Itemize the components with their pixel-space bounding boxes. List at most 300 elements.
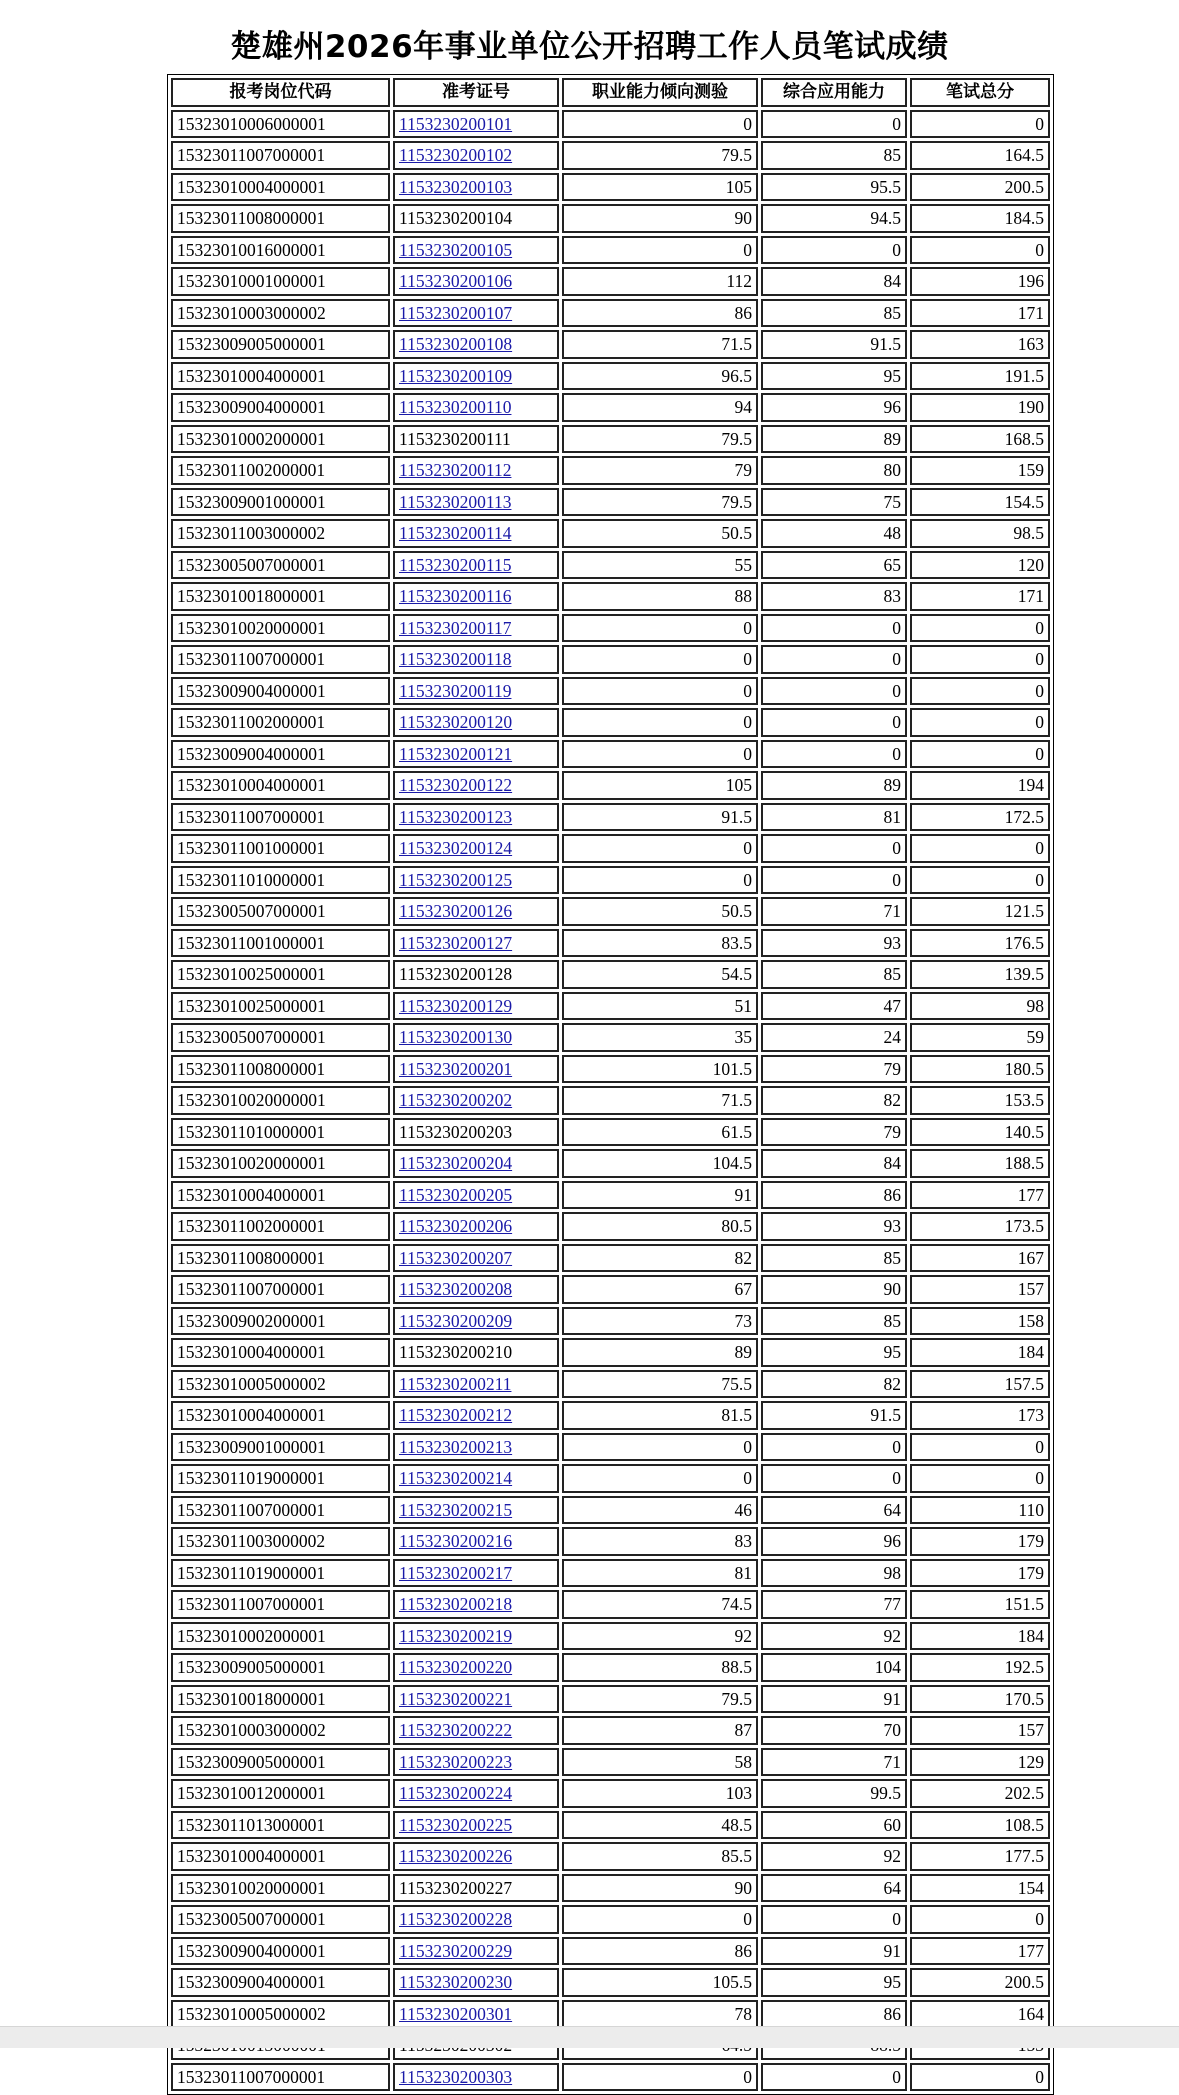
position-code-cell: 15323010004000001	[171, 1401, 390, 1430]
applied-score-cell: 0	[761, 236, 907, 265]
position-code-cell: 15323011019000001	[171, 1464, 390, 1493]
exam-number-link[interactable]: 1153230200106	[399, 271, 513, 292]
browser-bottom-bar	[0, 2026, 1179, 2048]
position-code-cell: 15323011007000001	[171, 2063, 390, 2092]
exam-number-link[interactable]: 1153230200113	[399, 491, 512, 512]
aptitude-score-cell: 50.5	[562, 897, 758, 926]
exam-number-link[interactable]: 1153230200216	[399, 1531, 513, 1552]
position-code-cell: 15323010006000001	[171, 110, 390, 139]
exam-number-link[interactable]: 1153230200224	[399, 1783, 513, 1804]
applied-score-cell: 0	[761, 677, 907, 706]
position-code-cell: 15323010002000001	[171, 1622, 390, 1651]
exam-number-cell	[393, 236, 559, 265]
exam-number-link[interactable]: 1153230200225	[399, 1814, 513, 1835]
exam-number-link[interactable]: 1153230200207	[399, 1247, 513, 1268]
total-score-cell: 98.5	[910, 519, 1050, 548]
exam-number-cell	[393, 110, 559, 139]
table-row	[171, 1905, 1050, 1934]
position-code-cell: 15323009004000001	[171, 677, 390, 706]
total-score-cell: 140.5	[910, 1118, 1050, 1147]
exam-number-link[interactable]: 1153230200301	[399, 2003, 513, 2024]
exam-number-link[interactable]: 1153230200212	[399, 1405, 513, 1426]
exam-number-link[interactable]: 1153230200211	[399, 1373, 512, 1394]
exam-number-link[interactable]: 1153230200126	[399, 901, 513, 922]
total-score-cell: 184.5	[910, 204, 1050, 233]
position-code-cell: 15323011007000001	[171, 645, 390, 674]
applied-score-cell: 95	[761, 1968, 907, 1997]
position-code-cell: 15323011003000002	[171, 519, 390, 548]
applied-score-cell: 60	[761, 1811, 907, 1840]
total-score-cell: 191.5	[910, 362, 1050, 391]
exam-number-link[interactable]: 1153230200107	[399, 302, 513, 323]
total-score-cell: 0	[910, 236, 1050, 265]
applied-score-cell: 86	[761, 2000, 907, 2029]
applied-score-cell: 0	[761, 645, 907, 674]
position-code-cell: 15323010003000002	[171, 1716, 390, 1745]
position-code-cell: 15323011007000001	[171, 141, 390, 170]
exam-number-link[interactable]: 1153230200110	[399, 397, 512, 418]
total-score-cell: 200.5	[910, 1968, 1050, 1997]
exam-number-cell	[393, 1779, 559, 1808]
exam-number-link[interactable]: 1153230200115	[399, 554, 512, 575]
aptitude-score-cell: 83.5	[562, 929, 758, 958]
table-row	[171, 1307, 1050, 1336]
position-code-cell: 15323010005000002	[171, 2000, 390, 2029]
header-position-code: 报考岗位代码	[171, 78, 390, 107]
exam-number-link[interactable]: 1153230200108	[399, 334, 513, 355]
total-score-cell: 98	[910, 992, 1050, 1021]
aptitude-score-cell: 0	[562, 834, 758, 863]
aptitude-score-cell: 83	[562, 1527, 758, 1556]
total-score-cell: 180.5	[910, 1055, 1050, 1084]
table-row	[171, 362, 1050, 391]
table-row	[171, 1370, 1050, 1399]
applied-score-cell: 79	[761, 1118, 907, 1147]
exam-number-link[interactable]: 1153230200208	[399, 1279, 513, 1300]
total-score-cell: 163	[910, 330, 1050, 359]
total-score-cell: 151.5	[910, 1590, 1050, 1619]
applied-score-cell: 71	[761, 1748, 907, 1777]
position-code-cell: 15323010004000001	[171, 1181, 390, 1210]
total-score-cell: 59	[910, 1023, 1050, 1052]
exam-number-link[interactable]: 1153230200219	[399, 1625, 513, 1646]
position-code-cell: 15323011010000001	[171, 1118, 390, 1147]
aptitude-score-cell: 71.5	[562, 1086, 758, 1115]
exam-number-cell: 1153230200227	[393, 1874, 559, 1903]
table-row	[171, 1118, 1050, 1147]
total-score-cell: 171	[910, 299, 1050, 328]
aptitude-score-cell: 105.5	[562, 1968, 758, 1997]
total-score-cell: 110	[910, 1496, 1050, 1525]
exam-number-cell	[393, 1811, 559, 1840]
applied-score-cell: 85	[761, 960, 907, 989]
exam-number-cell	[393, 330, 559, 359]
applied-score-cell: 77	[761, 1590, 907, 1619]
table-row	[171, 1338, 1050, 1367]
table-row	[171, 1559, 1050, 1588]
applied-score-cell: 91	[761, 1685, 907, 1714]
table-row	[171, 1023, 1050, 1052]
exam-number-cell	[393, 645, 559, 674]
exam-number-cell	[393, 1716, 559, 1745]
applied-score-cell: 94.5	[761, 204, 907, 233]
exam-number-link[interactable]: 1153230200127	[399, 932, 513, 953]
table-row	[171, 1055, 1050, 1084]
aptitude-score-cell: 0	[562, 740, 758, 769]
total-score-cell: 173	[910, 1401, 1050, 1430]
exam-number-cell	[393, 1527, 559, 1556]
exam-number-cell	[393, 1244, 559, 1273]
aptitude-score-cell: 0	[562, 1433, 758, 1462]
table-row	[171, 708, 1050, 737]
exam-number-link[interactable]: 1153230200119	[399, 680, 512, 701]
exam-number-link[interactable]: 1153230200217	[399, 1562, 513, 1583]
total-score-cell: 0	[910, 866, 1050, 895]
exam-number-link[interactable]: 1153230200213	[399, 1436, 513, 1457]
position-code-cell: 15323010004000001	[171, 1842, 390, 1871]
exam-number-link[interactable]: 1153230200125	[399, 869, 513, 890]
applied-score-cell: 0	[761, 110, 907, 139]
exam-number-cell	[393, 582, 559, 611]
total-score-cell: 0	[910, 645, 1050, 674]
aptitude-score-cell: 67	[562, 1275, 758, 1304]
aptitude-score-cell: 0	[562, 645, 758, 674]
total-score-cell: 164	[910, 2000, 1050, 2029]
total-score-cell: 190	[910, 393, 1050, 422]
exam-number-cell	[393, 1307, 559, 1336]
applied-score-cell: 95	[761, 1338, 907, 1367]
position-code-cell: 15323005007000001	[171, 1905, 390, 1934]
exam-number-cell	[393, 1464, 559, 1493]
applied-score-cell: 92	[761, 1622, 907, 1651]
exam-number-link[interactable]: 1153230200202	[399, 1090, 513, 1111]
position-code-cell: 15323009004000001	[171, 1937, 390, 1966]
total-score-cell: 0	[910, 1464, 1050, 1493]
exam-number-cell	[393, 1433, 559, 1462]
header-applied-ability: 综合应用能力	[761, 78, 907, 107]
position-code-cell: 15323009004000001	[171, 740, 390, 769]
exam-number-link[interactable]: 1153230200303	[399, 2066, 513, 2087]
exam-number-link[interactable]: 1153230200120	[399, 712, 513, 733]
exam-number-link[interactable]: 1153230200218	[399, 1594, 513, 1615]
position-code-cell: 15323010004000001	[171, 362, 390, 391]
table-row	[171, 1937, 1050, 1966]
applied-score-cell: 64	[761, 1496, 907, 1525]
applied-score-cell: 95.5	[761, 173, 907, 202]
applied-score-cell: 91.5	[761, 330, 907, 359]
total-score-cell: 108.5	[910, 1811, 1050, 1840]
exam-number-link[interactable]: 1153230200101	[399, 113, 513, 134]
position-code-cell: 15323011002000001	[171, 1212, 390, 1241]
table-row	[171, 488, 1050, 517]
exam-number-link[interactable]: 1153230200230	[399, 1972, 513, 1993]
exam-number-link[interactable]: 1153230200209	[399, 1310, 513, 1331]
table-row	[171, 866, 1050, 895]
aptitude-score-cell: 0	[562, 1464, 758, 1493]
table-row	[171, 771, 1050, 800]
page-title: 楚雄州2026年事业单位公开招聘工作人员笔试成绩	[230, 29, 949, 65]
total-score-cell: 153.5	[910, 1086, 1050, 1115]
exam-number-cell	[393, 1590, 559, 1619]
exam-number-cell	[393, 1055, 559, 1084]
exam-number-cell	[393, 866, 559, 895]
table-row	[171, 582, 1050, 611]
applied-score-cell: 0	[761, 1905, 907, 1934]
exam-number-link[interactable]: 1153230200123	[399, 806, 513, 827]
aptitude-score-cell: 105	[562, 771, 758, 800]
table-row	[171, 1716, 1050, 1745]
exam-number-link[interactable]: 1153230200102	[399, 145, 513, 166]
applied-score-cell: 91.5	[761, 1401, 907, 1430]
aptitude-score-cell: 81	[562, 1559, 758, 1588]
table-row	[171, 1685, 1050, 1714]
exam-number-link[interactable]: 1153230200206	[399, 1216, 513, 1237]
aptitude-score-cell: 73	[562, 1307, 758, 1336]
aptitude-score-cell: 82	[562, 1244, 758, 1273]
exam-number-link[interactable]: 1153230200130	[399, 1027, 513, 1048]
exam-number-cell	[393, 1905, 559, 1934]
position-code-cell: 15323010025000001	[171, 992, 390, 1021]
exam-number-link[interactable]: 1153230200114	[399, 523, 512, 544]
table-row	[171, 204, 1050, 233]
table-row	[171, 1842, 1050, 1871]
applied-score-cell: 24	[761, 1023, 907, 1052]
exam-number-link[interactable]: 1153230200215	[399, 1499, 513, 1520]
total-score-cell: 194	[910, 771, 1050, 800]
position-code-cell: 15323011008000001	[171, 1055, 390, 1084]
applied-score-cell: 99.5	[761, 1779, 907, 1808]
aptitude-score-cell: 46	[562, 1496, 758, 1525]
total-score-cell: 179	[910, 1527, 1050, 1556]
table-row	[171, 897, 1050, 926]
applied-score-cell: 70	[761, 1716, 907, 1745]
table-row	[171, 1527, 1050, 1556]
applied-score-cell: 83	[761, 582, 907, 611]
applied-score-cell: 0	[761, 708, 907, 737]
aptitude-score-cell: 105	[562, 173, 758, 202]
exam-number-link[interactable]: 1153230200118	[399, 649, 512, 670]
applied-score-cell: 104	[761, 1653, 907, 1682]
position-code-cell: 15323005007000001	[171, 897, 390, 926]
exam-number-link[interactable]: 1153230200103	[399, 176, 513, 197]
position-code-cell: 15323005007000001	[171, 551, 390, 580]
position-code-cell: 15323011002000001	[171, 456, 390, 485]
exam-number-cell	[393, 141, 559, 170]
position-code-cell: 15323009001000001	[171, 488, 390, 517]
table-row	[171, 992, 1050, 1021]
applied-score-cell: 90	[761, 1275, 907, 1304]
table-row	[171, 677, 1050, 706]
exam-number-link[interactable]: 1153230200220	[399, 1657, 513, 1678]
total-score-cell: 129	[910, 1748, 1050, 1777]
table-row	[171, 110, 1050, 139]
exam-number-cell	[393, 1275, 559, 1304]
total-score-cell: 202.5	[910, 1779, 1050, 1808]
total-score-cell: 184	[910, 1622, 1050, 1651]
table-row	[171, 267, 1050, 296]
applied-score-cell: 48	[761, 519, 907, 548]
table-row	[171, 1244, 1050, 1273]
total-score-cell: 177.5	[910, 1842, 1050, 1871]
aptitude-score-cell: 79.5	[562, 141, 758, 170]
position-code-cell: 15323010005000002	[171, 1370, 390, 1399]
exam-number-cell	[393, 834, 559, 863]
position-code-cell: 15323011007000001	[171, 1496, 390, 1525]
table-row	[171, 1748, 1050, 1777]
aptitude-score-cell: 94	[562, 393, 758, 422]
applied-score-cell: 0	[761, 740, 907, 769]
table-row	[171, 1149, 1050, 1178]
exam-number-cell	[393, 267, 559, 296]
exam-number-cell	[393, 1842, 559, 1871]
exam-number-link[interactable]: 1153230200204	[399, 1153, 513, 1174]
aptitude-score-cell: 75.5	[562, 1370, 758, 1399]
aptitude-score-cell: 86	[562, 299, 758, 328]
position-code-cell: 15323010003000002	[171, 299, 390, 328]
total-score-cell: 121.5	[910, 897, 1050, 926]
position-code-cell: 15323011008000001	[171, 1244, 390, 1273]
exam-number-cell	[393, 2000, 559, 2029]
exam-number-cell	[393, 362, 559, 391]
total-score-cell: 170.5	[910, 1685, 1050, 1714]
aptitude-score-cell: 54.5	[562, 960, 758, 989]
position-code-cell: 15323011002000001	[171, 708, 390, 737]
position-code-cell: 15323011001000001	[171, 834, 390, 863]
position-code-cell: 15323009005000001	[171, 330, 390, 359]
exam-number-cell: 1153230200104	[393, 204, 559, 233]
scores-table	[167, 74, 1054, 2095]
table-row	[171, 456, 1050, 485]
table-row	[171, 173, 1050, 202]
position-code-cell: 15323005007000001	[171, 1023, 390, 1052]
table-row	[171, 1811, 1050, 1840]
aptitude-score-cell: 88	[562, 582, 758, 611]
total-score-cell: 171	[910, 582, 1050, 611]
total-score-cell: 0	[910, 740, 1050, 769]
position-code-cell: 15323009001000001	[171, 1433, 390, 1462]
total-score-cell: 0	[910, 1905, 1050, 1934]
aptitude-score-cell: 50.5	[562, 519, 758, 548]
exam-number-link[interactable]: 1153230200223	[399, 1751, 513, 1772]
aptitude-score-cell: 79	[562, 456, 758, 485]
aptitude-score-cell: 92	[562, 1622, 758, 1651]
applied-score-cell: 81	[761, 803, 907, 832]
applied-score-cell: 80	[761, 456, 907, 485]
applied-score-cell: 0	[761, 2063, 907, 2092]
exam-number-cell: 1153230200111	[393, 425, 559, 454]
total-score-cell: 168.5	[910, 425, 1050, 454]
aptitude-score-cell: 74.5	[562, 1590, 758, 1619]
total-score-cell: 0	[910, 677, 1050, 706]
exam-number-link[interactable]: 1153230200201	[399, 1058, 513, 1079]
table-row	[171, 2063, 1050, 2092]
exam-number-cell	[393, 2063, 559, 2092]
exam-number-link[interactable]: 1153230200117	[399, 617, 512, 638]
table-row	[171, 1968, 1050, 1997]
exam-number-link[interactable]: 1153230200122	[399, 775, 513, 796]
applied-score-cell: 84	[761, 1149, 907, 1178]
exam-number-link[interactable]: 1153230200121	[399, 743, 513, 764]
applied-score-cell: 0	[761, 614, 907, 643]
total-score-cell: 173.5	[910, 1212, 1050, 1241]
aptitude-score-cell: 0	[562, 2063, 758, 2092]
applied-score-cell: 85	[761, 1244, 907, 1273]
applied-score-cell: 75	[761, 488, 907, 517]
aptitude-score-cell: 35	[562, 1023, 758, 1052]
exam-number-link[interactable]: 1153230200205	[399, 1184, 513, 1205]
exam-number-link[interactable]: 1153230200129	[399, 995, 513, 1016]
aptitude-score-cell: 48.5	[562, 1811, 758, 1840]
exam-number-link[interactable]: 1153230200221	[399, 1688, 513, 1709]
applied-score-cell: 82	[761, 1086, 907, 1115]
exam-number-cell	[393, 771, 559, 800]
position-code-cell: 15323010004000001	[171, 1338, 390, 1367]
table-row	[171, 645, 1050, 674]
aptitude-score-cell: 71.5	[562, 330, 758, 359]
exam-number-link[interactable]: 1153230200124	[399, 838, 513, 859]
applied-score-cell: 85	[761, 1307, 907, 1336]
exam-number-link[interactable]: 1153230200228	[399, 1909, 513, 1930]
exam-number-cell	[393, 1370, 559, 1399]
position-code-cell: 15323011019000001	[171, 1559, 390, 1588]
exam-number-cell	[393, 1181, 559, 1210]
exam-number-link[interactable]: 1153230200222	[399, 1720, 513, 1741]
total-score-cell: 200.5	[910, 173, 1050, 202]
table-row	[171, 1086, 1050, 1115]
applied-score-cell: 85	[761, 299, 907, 328]
exam-number-link[interactable]: 1153230200229	[399, 1940, 513, 1961]
applied-score-cell: 91	[761, 1937, 907, 1966]
total-score-cell: 159	[910, 456, 1050, 485]
position-code-cell: 15323011007000001	[171, 803, 390, 832]
position-code-cell: 15323011007000001	[171, 1590, 390, 1619]
aptitude-score-cell: 89	[562, 1338, 758, 1367]
applied-score-cell: 89	[761, 771, 907, 800]
exam-number-link[interactable]: 1153230200105	[399, 239, 513, 260]
exam-number-link[interactable]: 1153230200116	[399, 586, 512, 607]
position-code-cell: 15323010002000001	[171, 425, 390, 454]
exam-number-cell	[393, 1086, 559, 1115]
exam-number-link[interactable]: 1153230200112	[399, 460, 512, 481]
table-header-row	[171, 78, 1050, 107]
exam-number-cell	[393, 897, 559, 926]
exam-number-cell	[393, 488, 559, 517]
table-row	[171, 141, 1050, 170]
exam-number-cell	[393, 929, 559, 958]
total-score-cell: 167	[910, 1244, 1050, 1273]
position-code-cell: 15323010004000001	[171, 771, 390, 800]
position-code-cell: 15323011013000001	[171, 1811, 390, 1840]
exam-number-link[interactable]: 1153230200226	[399, 1846, 513, 1867]
aptitude-score-cell: 104.5	[562, 1149, 758, 1178]
aptitude-score-cell: 90	[562, 1874, 758, 1903]
exam-number-cell	[393, 299, 559, 328]
table-row	[171, 960, 1050, 989]
aptitude-score-cell: 0	[562, 708, 758, 737]
exam-number-cell	[393, 1496, 559, 1525]
aptitude-score-cell: 85.5	[562, 1842, 758, 1871]
exam-number-link[interactable]: 1153230200214	[399, 1468, 513, 1489]
aptitude-score-cell: 103	[562, 1779, 758, 1808]
exam-number-cell	[393, 708, 559, 737]
aptitude-score-cell: 90	[562, 204, 758, 233]
position-code-cell: 15323010004000001	[171, 173, 390, 202]
exam-number-link[interactable]: 1153230200109	[399, 365, 513, 386]
exam-number-cell	[393, 1937, 559, 1966]
exam-number-cell	[393, 1622, 559, 1651]
table-row	[171, 1181, 1050, 1210]
aptitude-score-cell: 55	[562, 551, 758, 580]
